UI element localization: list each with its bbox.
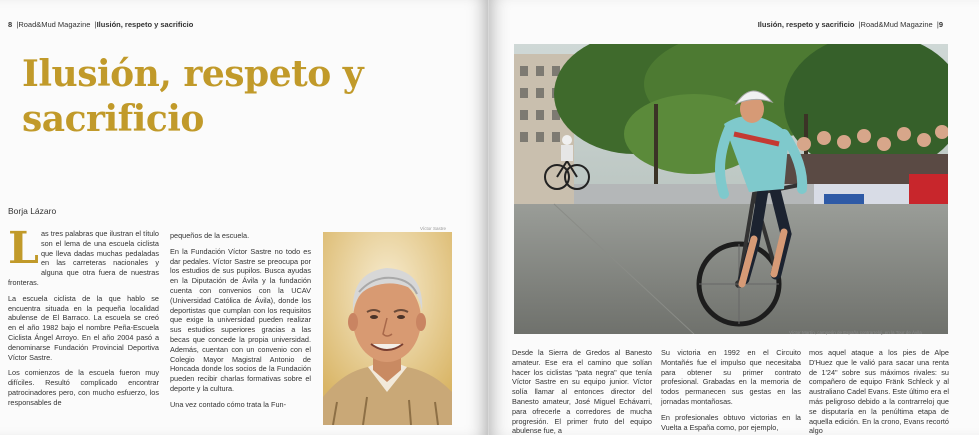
portrait-illustration (323, 232, 452, 425)
drop-cap: L (8, 223, 39, 274)
right-folio-magazine: Road&Mud Magazine (860, 20, 933, 29)
article-title (22, 52, 382, 142)
paragraph: En profesionales obtuvo victorias en la Vuelta a España como, por ejemplo, (661, 412, 801, 432)
right-folio-number: 9 (938, 20, 943, 29)
portrait-credit: Víctor Sastre (420, 226, 447, 231)
paragraph: Su victoria en 1992 en el Circuito Montañés fue el impulso que necesitaba para obtener su primer contrato profesional. Grabadas en la memoria de todos permanecen sus gestas en las jornadas montañosas. (661, 348, 801, 406)
paragraph: Los comienzos de la escuela fueron muy difíciles. Resultó complicado encontrar patrocinadores pero, con mucho esfuerzo, los responsables de (8, 368, 159, 407)
left-folio-number: 8 (8, 20, 13, 29)
right-column-2 (661, 348, 801, 435)
paragraph: Desde la Sierra de Gredos al Banesto amateur. Ese era el camino que solían hacer los ciclistas "pata negra" que tenía Víctor Sastre en su equipo junior. Víctor solía llamar al entonces director del Banesto amateur, José Miguel Echávarri, para ofrecerle a corredores de mucha progresión. El primer fruto del equipo abulense fue, a (512, 348, 652, 435)
right-column-3 (809, 348, 949, 435)
left-folio-section: Ilusión, respeto y sacrificio (96, 20, 194, 29)
paragraph: En la Fundación Víctor Sastre no todo es dar pedales. Víctor Sastre se preocupa por los estudios de sus pupilos. Busca ayudas en la Diputación de Ávila y la fundación cuenta con convenios con la UCAV (Universidad Católica de Ávila), donde los deportistas que cumplan con los requisitos que exige la universidad pueden realizar sus estudios superiores gracias a las becas que concede la propia universidad. Además, cuentan con un convenio con el Colegio Mayor Magistral Antonio de Honcada donde los socios de la Fundación pueden recibir charlas formativas sobre el deporte y la cultura. (170, 246, 311, 393)
left-page (0, 0, 488, 435)
right-folio: Ilusión, respeto y sacrificio |Road&Mud Magazine |9 (757, 20, 943, 29)
paragraph: Una vez contado cómo trata la Fun- (170, 399, 286, 409)
portrait-photo (323, 232, 452, 425)
right-folio-section: Ilusión, respeto y sacrificio (757, 20, 855, 29)
left-folio-magazine: Road&Mud Magazine (18, 20, 91, 29)
cyclist-scene (514, 44, 948, 334)
cyclist-photo (514, 44, 948, 334)
title-line-1: Ilusión, respeto y (22, 53, 364, 95)
paragraph-text: as tres palabras que ilustran el título son el lema de una escuela ciclista que lleva dadas muchas pedaladas en las carreteras nacionales y alguna que otra fuera de nuestras fronteras. (8, 229, 159, 287)
right-page (489, 0, 979, 435)
left-column-2 (170, 231, 311, 416)
right-column-1 (512, 348, 652, 435)
paragraph: mos aquel ataque a los pies de Alpe D'Huez que le valió para sacar una renta de 1'24" sobre sus máximos rivales: su compañero de equipo Fränk Schleck y al australiano Cadel Evans. Este último era el más peligroso debido a la contrarreloj que se disputaría en la penúltima etapa de aquella edición. En la crono, Evans recortó algo (809, 348, 949, 435)
paragraph (8, 223, 159, 288)
author-byline: Borja Lázaro (8, 206, 57, 216)
left-column-1 (8, 223, 159, 414)
photo-caption: Víctor Martín, campeón de España contrarreloj, en la Tour de Ávila (789, 330, 922, 335)
paragraph: pequeños de la escuela. (170, 231, 250, 240)
paragraph: La escuela ciclista de la que hablo se encuentra situada en la pequeña localidad abulense de El Barraco. La escuela se creó en el año 1982 bajo el nombre Peña-Escuela Ciclista Ángel Arroyo. En el año 2004 pasó a denominarse Fundación Provincial Deportiva Víctor Sastre. (8, 293, 159, 362)
left-folio: 8 |Road&Mud Magazine |Ilusión, respeto y sacrificio (8, 20, 194, 29)
title-line-2: sacrificio (22, 98, 204, 140)
